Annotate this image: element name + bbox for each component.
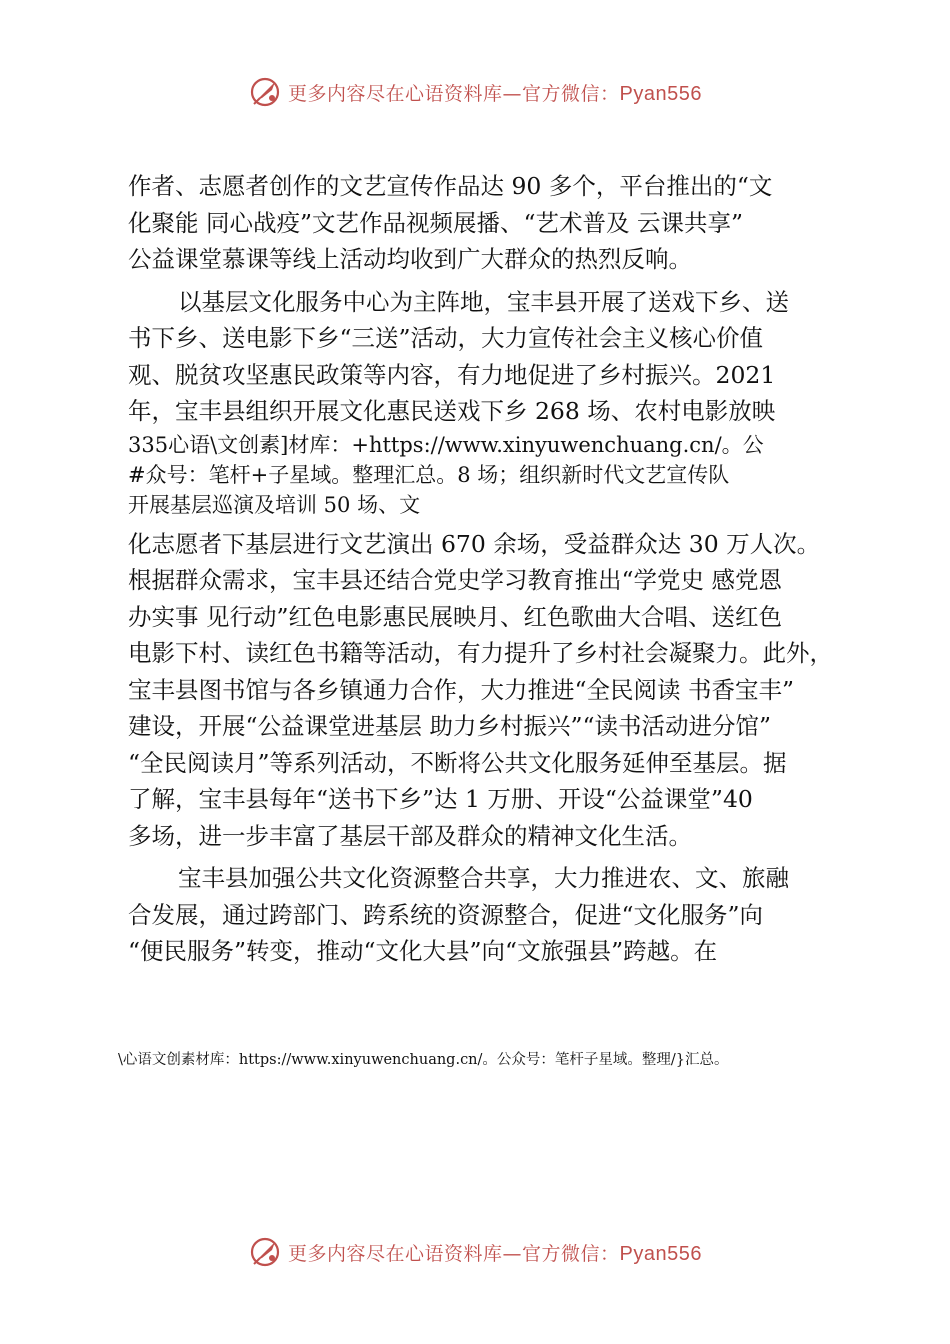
- text-line: 根据群众需求，宝丰县还结合党史学习教育推出“学党史 感党恩: [128, 566, 782, 594]
- paragraph-start: 宝丰县加强公共文化资源整合共享，大力推进农、文、旅融: [178, 864, 789, 892]
- text-line: 办实事 见行动”红色电影惠民展映月、红色歌曲大合唱、送红色: [128, 602, 782, 631]
- text-line: 化志愿者下基层进行文艺演出 670 余场，受益群众达 30 万人次。: [128, 529, 821, 558]
- text-line: 电影下村、读红色书籍等活动，有力提升了乡村社会凝聚力。此外，: [128, 639, 833, 667]
- text-line: “全民阅读月”等系列活动，不断将公共文化服务延伸至基层。据: [128, 748, 787, 777]
- footer-banner: [0, 1232, 950, 1272]
- text-line: 建设，开展“公益课堂进基层 助力乡村振兴”“读书活动进分馆”: [128, 712, 772, 740]
- header-banner: [0, 72, 950, 112]
- text-line: 多场，进一步丰富了基层干部及群众的精神文化生活。: [128, 821, 692, 850]
- text-line: 宝丰县图书馆与各乡镇通力合作，大力推进“全民阅读 书香宝丰”: [128, 675, 794, 704]
- paragraph-start: 以基层文化服务中心为主阵地，宝丰县开展了送戏下乡、送: [178, 287, 789, 316]
- banner-wechat-id: Pyan556: [619, 82, 702, 105]
- text-line: 书下乡、送电影下乡“三送”活动，大力宣传社会主义核心价值: [128, 324, 764, 352]
- banner-wechat-id: Pyan556: [619, 1242, 702, 1265]
- banner-text: 更多内容尽在心语资料库—官方微信：Pyan556: [288, 1242, 702, 1265]
- quill-emblem-icon: [248, 74, 284, 110]
- text-line: 公益课堂慕课等线上活动均收到广大群众的热烈反响。: [128, 245, 692, 273]
- source-footnote: \心语文创素材库：https://www.xinyuwenchuang.cn/。公众号：笔杆子星域。整理/}汇总。: [118, 1052, 729, 1068]
- document-body: [128, 168, 840, 970]
- watermark-line: 335心语\文创素]材库：+https://www.xinyuwenchuang.cn/。公: [128, 432, 764, 457]
- text-line: 观、脱贫攻坚惠民政策等内容，有力地促进了乡村振兴。2021: [128, 360, 776, 389]
- text-line: 年，宝丰县组织开展文化惠民送戏下乡 268 场、农村电影放映: [128, 397, 776, 425]
- text-line: 开展基层巡演及培训 50 场、文: [128, 492, 421, 517]
- text-line: 化聚能 同心战疫”文艺作品视频展播、“艺术普及 云课共享”: [128, 208, 743, 237]
- text-line: 作者、志愿者创作的文艺宣传作品达 90 多个，平台推出的“文: [128, 172, 773, 200]
- text-line: 合发展，通过跨部门、跨系统的资源整合，促进“文化服务”向: [128, 900, 764, 929]
- text-line: “便民服务”转变，推动“文化大县”向“文旅强县”跨越。在: [128, 937, 718, 965]
- watermark-line: #众号：笔杆+子星域。整理汇总。8 场；组织新时代文艺宣传队: [128, 462, 730, 487]
- quill-emblem-icon: [248, 1234, 284, 1270]
- text-line: 了解，宝丰县每年“送书下乡”达 1 万册、开设“公益课堂”40: [128, 785, 753, 813]
- banner-text: 更多内容尽在心语资料库—官方微信：Pyan556: [288, 82, 702, 105]
